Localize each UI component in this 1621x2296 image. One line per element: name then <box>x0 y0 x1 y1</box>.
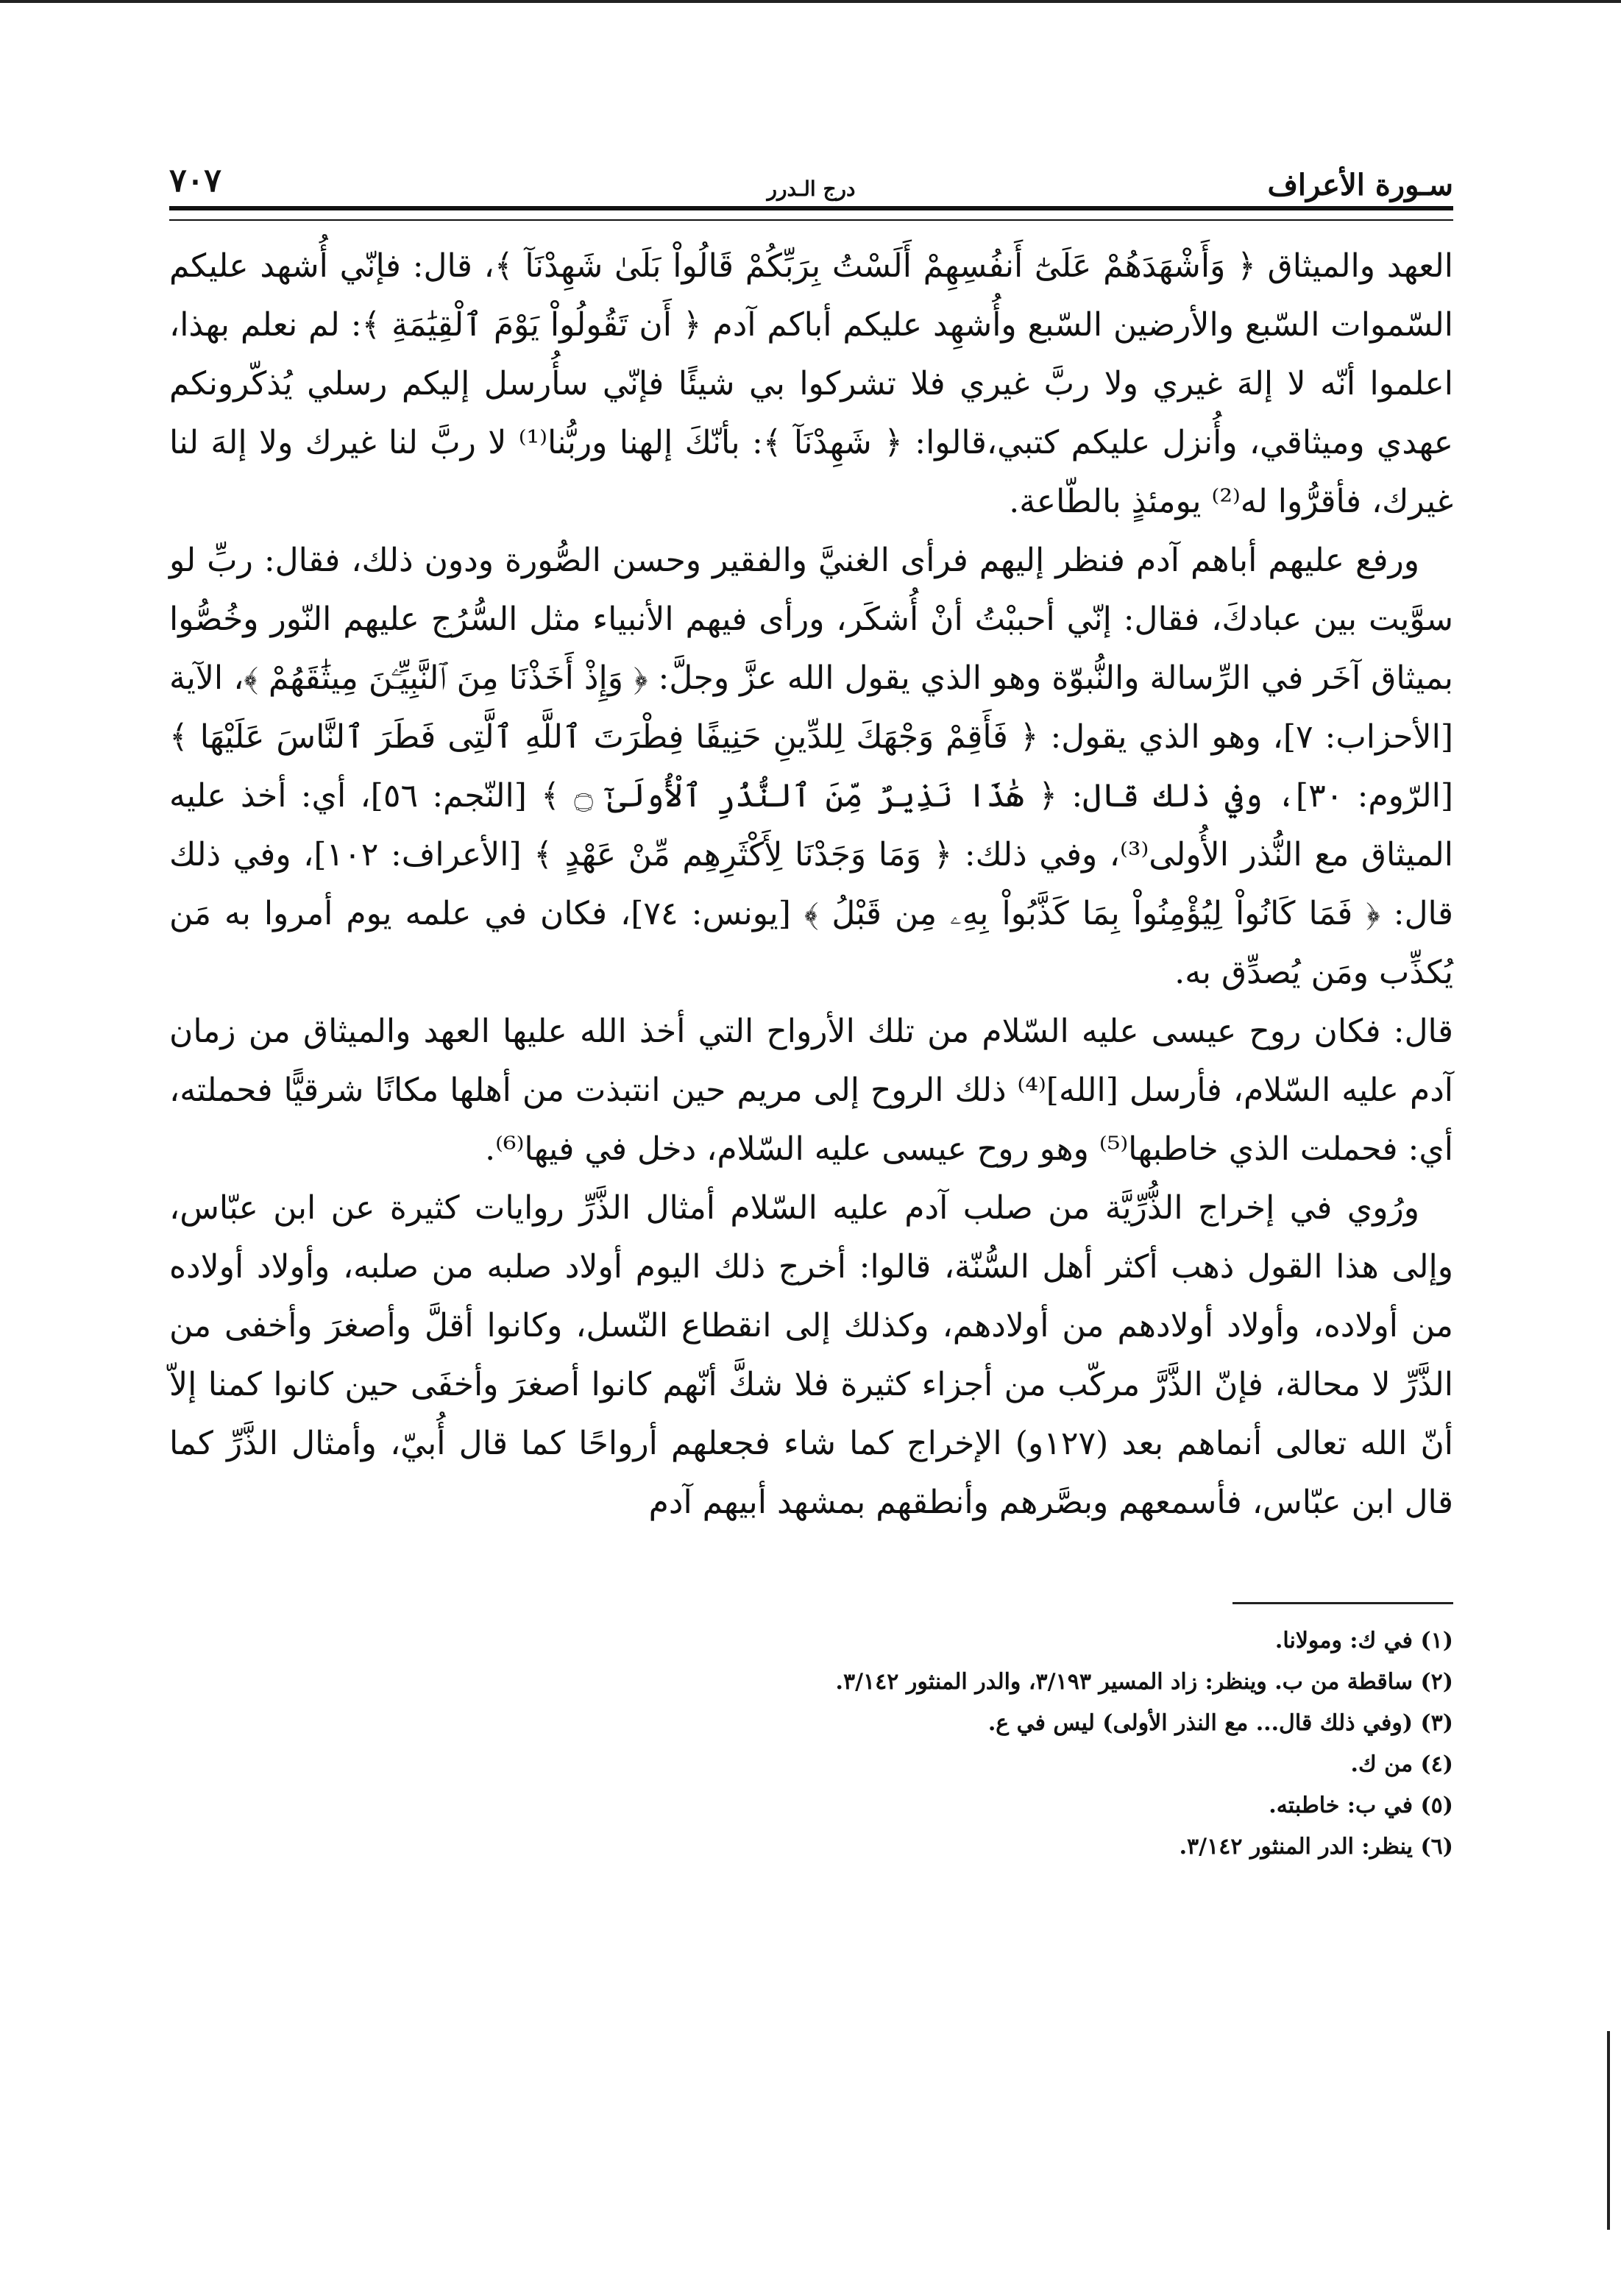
header-divider <box>169 206 1453 221</box>
surah-title: سـورة الأعراف <box>1267 168 1453 202</box>
scan-edge-mark <box>1603 2031 1614 2230</box>
page-header <box>169 155 1453 206</box>
book-title: درج الـدرر <box>767 177 856 201</box>
paragraph-2: ورفع عليهم أباهم آدم فنظر إليهم فرأى الغنيَّ والفقير وحسن الصُّورة ودون ذلك، فقال: ربِّ لو سوَّيت بين عبادكَ، فقال: إنّي أحببْتُ أنْ أُشكَر، ورأى فيهم الأنبياء مثل السُّرُج عليهم النّور وخُصُّوا بميثاق آخَر في الرِّسالة والنُّبوّة وهو الذي يقول الله عزَّ وجلَّ: ﴿ وَإِذْ أَخَذْنَا مِنَ ٱلنَّبِيِّـۧنَ مِيثَٰقَهُمْ ﴾، الآية [الأحزاب: ٧]، وهو الذي يقول: ﴿ فَأَقِمْ وَجْهَكَ لِلدِّينِ حَنِيفًا فِطْرَتَ ٱللَّهِ ٱلَّتِى فَطَرَ ٱلنَّاسَ عَلَيْهَا ﴾ [الرّوم: ٣٠]، وفي ذلك قال: ﴿ هَٰذَا نَذِيرٌ مِّنَ ٱلنُّذُرِ ٱلْأُولَىٰٓ ۝ ﴾ [النّجم: ٥٦]، أي: أخذ عليه الميثاق مع النُّذر الأُولى⁽³⁾، وفي ذلك: ﴿ وَمَا وَجَدْنَا لِأَكْثَرِهِم مِّنْ عَهْدٍ ﴾ [الأعراف: ١٠٢]، وفي ذلك قال: ﴿ فَمَا كَانُواْ لِيُؤْمِنُواْ بِمَا كَذَّبُواْ بِهِۦ مِن قَبْلُ ﴾ [يونس: ٧٤]، فكان في علمه يوم أمروا به مَن يُكذِّب ومَن يُصدِّق به. <box>169 542 1453 991</box>
footnote-3: (٣) (وفي ذلك قال... مع النذر الأولى) ليس في ع. <box>987 1710 1453 1736</box>
top-border-line <box>0 0 1621 3</box>
paragraph-3: قال: فكان روح عيسى عليه السّلام من تلك الأرواح التي أخذ الله عليها العهد والميثاق من زمان آدم عليه السّلام، فأرسل [الله]⁽⁴⁾ ذلك الروح إلى مريم حين انتبذت من أهلها مكانًا شرقيًّا فحملته، أي: فحملت الذي خاطبها⁽⁵⁾ وهو روح عيسى عليه السّلام، دخل في فيها⁽⁶⁾. <box>169 1013 1454 1168</box>
paragraph-4: ورُوي في إخراج الذُّرِّيَّة من صلب آدم عليه السّلام أمثال الذَّرِّ روايات كثيرة عن ابن عبّاس، وإلى هذا القول ذهب أكثر أهل السُّنّة، قالوا: أخرج ذلك اليوم أولاد صلبه من صلبه، وأولاد أولاده من أولاده، وأولاد أولادهم من أولادهم، وكذلك إلى انقطاع النّسل، وكانوا أقلَّ وأصغرَ وأخفى من الذَّرِّ لا محالة، فإنّ الذَّرَّ مركّب من أجزاء كثيرة فلا شكَّ أنّهم كانوا أصغرَ وأخفَى حين كانوا كمنا إلاّ أنّ الله تعالى أنماهم بعد (١٢٧و) الإخراج كما شاء فجعلهم أرواحًا كما قال أُبيّ، وأمثال الذَّرِّ كما قال ابن عبّاس، فأسمعهم وبصَّرهم وأنطقهم بمشهد أبيهم آدم <box>169 1189 1454 1521</box>
footnote-2: (٢) ساقطة من ب. وينظر: زاد المسير ٣/١٩٣، والدر المنثور ٣/١٤٢. <box>835 1669 1453 1695</box>
footnotes <box>169 1620 1453 1868</box>
page <box>169 155 1453 1868</box>
footnote-1: (١) في ك: ومولانا. <box>1274 1628 1453 1654</box>
footnote-6: (٦) ينظر: الدر المنثور ٣/١٤٢. <box>1179 1834 1453 1860</box>
page-number: ٧٠٧ <box>169 162 221 199</box>
footnote-4: (٤) من ك. <box>1350 1751 1453 1777</box>
paragraph-1: العهد والميثاق ﴿ وَأَشْهَدَهُمْ عَلَىٰٓ أَنفُسِهِمْ أَلَسْتُ بِرَبِّكُمْ قَالُواْ بَلَىٰ شَهِدْنَآ ﴾، قال: فإنّي أُشهد عليكم السّموات السّبع والأرضين السّبع وأُشهِد عليكم أباكم آدم ﴿ أَن تَقُولُواْ يَوْمَ ٱلْقِيَٰمَةِ ﴾: لم نعلم بهذا، اعلموا أنّه لا إلهَ غيري ولا ربَّ غيري فلا تشركوا بي شيئًا فإنّي سأُرسل إليكم رسلي يُذكّرونكم عهدي وميثاقي، وأُنزل عليكم كتبي،قالوا: ﴿ شَهِدْنَآ ﴾: بأنّكَ إلهنا وربُّنا⁽¹⁾ لا ربَّ لنا غيرك ولا إلهَ لنا غيرك، فأقرُّوا له⁽²⁾ يومئذٍ بالطّاعة. <box>169 247 1453 520</box>
footnote-5: (٥) في ب: خاطبته. <box>1269 1793 1453 1818</box>
footnote-divider <box>1232 1602 1453 1604</box>
